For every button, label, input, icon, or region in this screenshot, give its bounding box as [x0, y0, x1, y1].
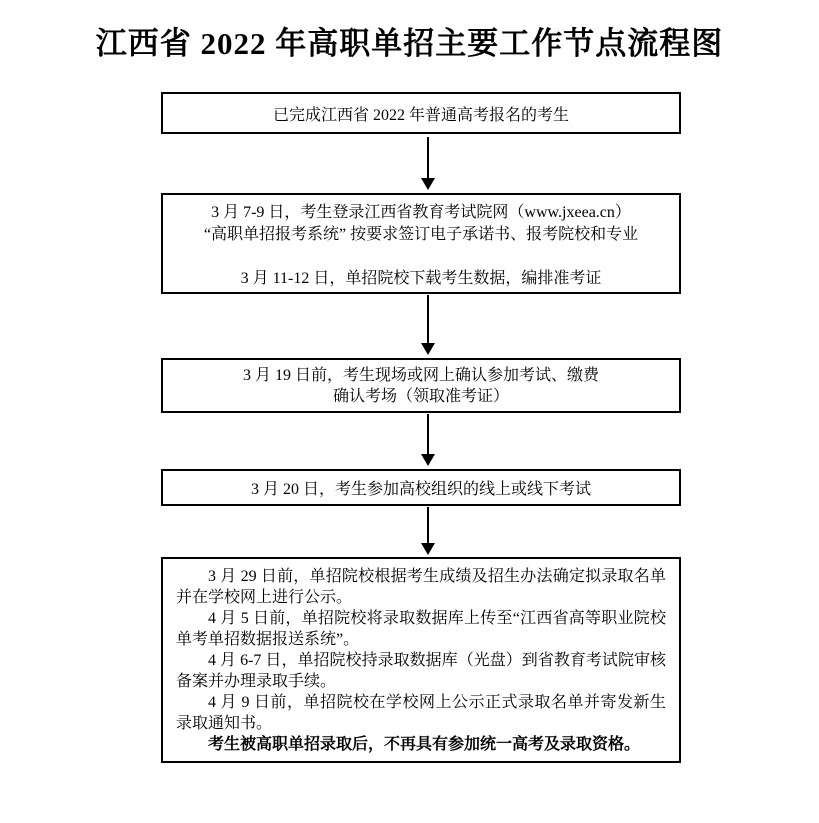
admission-paragraph: 4 月 9 日前，单招院校在学校网上公示正式录取名单并寄发新生录取通知书。 — [176, 694, 666, 732]
down-arrow-icon — [421, 137, 435, 190]
admission-paragraph: 4 月 6-7 日，单招院校持录取数据库（光盘）到省教育考试院审核备案并办理录取手续。 — [176, 652, 666, 690]
down-arrow-icon — [421, 414, 435, 466]
flow-box-text: 3 月 20 日，考生参加高校组织的线上或线下考试 — [250, 481, 591, 498]
down-arrow-icon — [421, 295, 435, 355]
flow-box-admission-process — [161, 557, 681, 763]
down-arrow-icon — [421, 507, 435, 555]
page-title: 江西省 2022 年高职单招主要工作节点流程图 — [95, 26, 724, 61]
flow-box-text-line: “高职单招报考系统” 按要求签订电子承诺书、报考院校和专业 — [203, 226, 639, 243]
flow-box-text-line: 3 月 19 日前，考生现场或网上确认参加考试、缴费 — [242, 366, 599, 384]
flow-box-online-application — [161, 193, 681, 294]
flow-box-text: 已完成江西省 2022 年普通高考报名的考生 — [272, 106, 569, 124]
flow-box-completed-gaokao-registration — [161, 92, 681, 134]
admission-bold-note: 考生被高职单招录取后，不再具有参加统一高考及录取资格。 — [208, 736, 641, 753]
flow-box-text-line: 确认考场（领取准考证） — [332, 387, 509, 405]
flow-box-text-line: 3 月 7-9 日，考生登录江西省教育考试院网（www.jxeea.cn） — [211, 204, 631, 221]
flow-box-confirmation-payment — [161, 358, 681, 413]
admission-paragraph: 3 月 29 日前，单招院校根据考生成绩及招生办法确定拟录取名单并在学校网上进行公示。 — [176, 568, 666, 606]
flow-box-text-line: 3 月 11-12 日，单招院校下载考生数据，编排准考证 — [240, 270, 602, 287]
flow-box-exam — [161, 469, 681, 506]
admission-paragraph: 4 月 5 日前，单招院校将录取数据库上传至“江西省高等职业院校单考单招数据报送系统”。 — [176, 610, 666, 648]
